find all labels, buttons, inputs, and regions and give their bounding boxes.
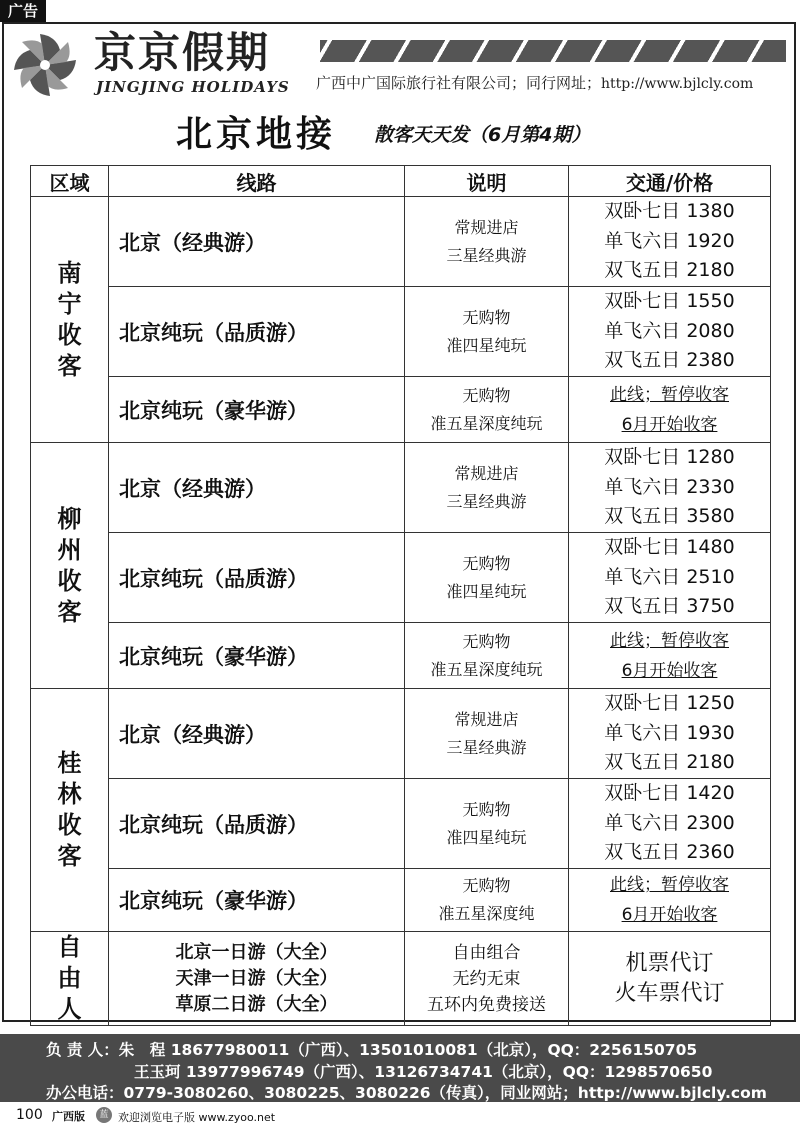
- page-title: 北京地接: [176, 114, 337, 155]
- route-description: 无购物 准四星纯玩: [405, 779, 569, 869]
- decorative-stripes: [320, 40, 786, 62]
- route-suspended-notice: 此线；暂停收客 6月开始收客: [569, 377, 771, 443]
- route-description: 常规进店 三星经典游: [405, 197, 569, 287]
- agency-name: 广西中广国际旅行社有限公司；同行网址；: [316, 74, 602, 92]
- header-description: 说明: [405, 166, 569, 197]
- free-description: 自由组合 无约无束 五环内免费接送: [405, 932, 569, 1026]
- table-row: [31, 623, 771, 689]
- route-name: 北京纯玩（豪华游）: [109, 377, 405, 443]
- ticket-services: 机票代订 火车票代订: [569, 932, 771, 1026]
- brand-name-english: JINGJING HOLIDAYS: [96, 78, 290, 96]
- edition-badge-icon: 蓝: [96, 1107, 112, 1123]
- edition-label: 广西版: [52, 1110, 85, 1123]
- route-name: 北京纯玩（品质游）: [109, 779, 405, 869]
- route-name: 北京纯玩（豪华游）: [109, 623, 405, 689]
- table-header-row: [31, 166, 771, 197]
- route-name: 北京（经典游）: [109, 443, 405, 533]
- region-nanning: 南宁收客: [31, 197, 109, 443]
- pinwheel-logo-icon: [10, 30, 80, 100]
- route-price-table: [30, 165, 771, 1026]
- route-name: 北京纯玩（豪华游）: [109, 869, 405, 932]
- region-liuzhou: 柳州收客: [31, 443, 109, 689]
- table-row: [31, 287, 771, 377]
- route-name: 北京纯玩（品质游）: [109, 533, 405, 623]
- route-prices: 双卧七日 1380 单飞六日 1920 双飞五日 2180: [569, 197, 771, 287]
- route-prices: 双卧七日 1550 单飞六日 2080 双飞五日 2380: [569, 287, 771, 377]
- header-region: 区域: [31, 166, 109, 197]
- route-prices: 双卧七日 1250 单飞六日 1930 双飞五日 2180: [569, 689, 771, 779]
- page-footer: [0, 1104, 800, 1126]
- page-number: 100: [16, 1107, 43, 1123]
- table-row: [31, 869, 771, 932]
- header-transport-price: 交通/价格: [569, 166, 771, 197]
- route-name: 北京（经典游）: [109, 197, 405, 287]
- ad-tag: 广告: [0, 0, 46, 22]
- contact-line-1: 负 责 人：朱 程 18677980011（广西）、13501010081（北京），QQ：2256150705: [46, 1041, 698, 1059]
- route-suspended-notice: 此线；暂停收客 6月开始收客: [569, 623, 771, 689]
- table-row: [31, 779, 771, 869]
- brand-name: 京京假期: [94, 28, 271, 77]
- region-guilin: 桂林收客: [31, 689, 109, 932]
- route-name: 北京（经典游）: [109, 689, 405, 779]
- table-row: [31, 689, 771, 779]
- route-prices: 双卧七日 1420 单飞六日 2300 双飞五日 2360: [569, 779, 771, 869]
- route-name: 北京纯玩（品质游）: [109, 287, 405, 377]
- table-row: [31, 443, 771, 533]
- route-prices: 双卧七日 1280 单飞六日 2330 双飞五日 3580: [569, 443, 771, 533]
- route-suspended-notice: 此线；暂停收客 6月开始收客: [569, 869, 771, 932]
- free-route-list: 北京一日游（大全） 天津一日游（大全） 草原二日游（大全）: [109, 932, 405, 1026]
- table-row: [31, 932, 771, 1026]
- route-description: 无购物 准五星深度纯玩: [405, 377, 569, 443]
- route-description: 无购物 准五星深度纯: [405, 869, 569, 932]
- page-subtitle: 散客天天发（6月第4期）: [374, 124, 591, 146]
- route-description: 常规进店 三星经典游: [405, 443, 569, 533]
- route-prices: 双卧七日 1480 单飞六日 2510 双飞五日 3750: [569, 533, 771, 623]
- route-description: 常规进店 三星经典游: [405, 689, 569, 779]
- contact-line-3: 办公电话：0779-3080260、3080225、3080226（传真），同业网站；http://www.bjlcly.com: [46, 1084, 767, 1102]
- route-description: 无购物 准五星深度纯玩: [405, 623, 569, 689]
- contact-line-2: 王玉珂 13977996749（广西）、13126734741（北京），QQ：1298570650: [134, 1063, 713, 1081]
- agency-url[interactable]: http://www.bjlcly.com: [601, 76, 754, 92]
- table-row: [31, 533, 771, 623]
- header-route: 线路: [109, 166, 405, 197]
- route-description: 无购物 准四星纯玩: [405, 533, 569, 623]
- welcome-text: 欢迎浏览电子版 www.zyoo.net: [118, 1111, 276, 1124]
- contact-bar: [0, 1034, 800, 1102]
- table-row: [31, 197, 771, 287]
- route-description: 无购物 准四星纯玩: [405, 287, 569, 377]
- agency-line: [316, 72, 753, 93]
- table-row: [31, 377, 771, 443]
- region-free-traveller: 自由人: [31, 932, 109, 1026]
